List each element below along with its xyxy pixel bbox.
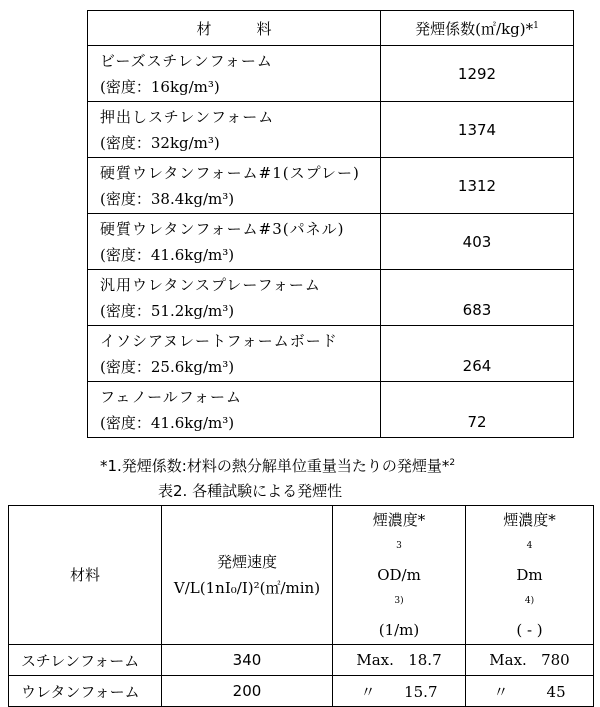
- smoke-coefficient-table: [87, 10, 574, 438]
- header-coefficient: [381, 11, 574, 46]
- od-cell: Max. 18.7: [333, 645, 466, 676]
- coefficient-value: 1292: [381, 46, 574, 102]
- material-cell: [88, 102, 381, 158]
- table-row: [88, 46, 574, 102]
- header-material: 材 料: [88, 11, 381, 46]
- header-dm-line2: [467, 562, 592, 643]
- material-cell: [88, 382, 381, 438]
- header-od-line2-tail: (1/m): [378, 621, 420, 639]
- table-header-row: [88, 11, 574, 46]
- header-dm-line2-sup: 4): [524, 596, 535, 606]
- material-name: ビーズスチレンフォーム: [100, 51, 273, 70]
- material-density: (密度：32kg/m³): [100, 133, 220, 152]
- material-cell: [88, 270, 381, 326]
- smoke-test-table: [8, 505, 594, 707]
- material-name: 硬質ウレタンフォーム#1(スプレー): [100, 163, 360, 182]
- coefficient-value: 1312: [381, 158, 574, 214]
- material-density: (密度：41.6kg/m³): [100, 413, 235, 432]
- table-row: [88, 382, 574, 438]
- table-row: [88, 214, 574, 270]
- footnote-text: *1.発煙係数:材料の熱分解単位重量当たりの発煙量*: [100, 457, 450, 475]
- header-od-line2: [334, 562, 464, 643]
- table-row: [88, 326, 574, 382]
- header-smoke-rate-line2: V/L(1nI₀/I)²(㎡/min): [173, 579, 321, 597]
- dm-cell: 〃 45: [466, 676, 594, 707]
- table-row: [9, 645, 594, 676]
- table-body: [88, 46, 574, 438]
- material-name: 押出しスチレンフォーム: [100, 107, 275, 126]
- material-cell: ウレタンフォーム: [9, 676, 162, 707]
- table-body: [9, 645, 594, 707]
- material-name: 汎用ウレタンスプレーフォーム: [100, 275, 321, 294]
- od-cell: 〃 15.7: [333, 676, 466, 707]
- table-row: [88, 270, 574, 326]
- header-smoke-rate: [162, 506, 333, 645]
- material-density: (密度：51.2kg/m³): [100, 301, 235, 320]
- header-coefficient-sup: 1: [533, 20, 539, 31]
- footnote-sup: 2: [449, 458, 456, 468]
- material-density: (密度：41.6kg/m³): [100, 245, 235, 264]
- table-row: [9, 676, 594, 707]
- table-header-row: [9, 506, 594, 645]
- header-dm: [466, 506, 594, 645]
- material-density: (密度：16kg/m³): [100, 77, 220, 96]
- header-od: [333, 506, 466, 645]
- header-coefficient-label: 発煙係数(㎡/kg)*: [415, 19, 534, 38]
- material-cell: [88, 158, 381, 214]
- header-od-line2-sup: 3): [394, 596, 404, 606]
- header-od-line1-sup: 3: [396, 541, 402, 551]
- header-smoke-rate-line1: 発煙速度: [216, 553, 277, 571]
- dm-cell: Max. 780: [466, 645, 594, 676]
- header-dm-line2-tail: ( - ): [516, 621, 543, 639]
- smoke-rate-cell: 200: [162, 676, 333, 707]
- material-cell: [88, 326, 381, 382]
- material-name: イソシアヌレートフォームボード: [100, 331, 338, 350]
- table-row: [88, 158, 574, 214]
- header-dm-line1-text: 煙濃度*: [503, 511, 556, 529]
- coefficient-value: 683: [381, 270, 574, 326]
- coefficient-value: 264: [381, 326, 574, 382]
- material-cell: [88, 46, 381, 102]
- smoke-rate-cell: 340: [162, 645, 333, 676]
- header-dm-line1-sup: 4: [526, 541, 533, 551]
- coefficient-value: 1374: [381, 102, 574, 158]
- material-name: フェノールフォーム: [100, 387, 243, 406]
- table-row: [88, 102, 574, 158]
- header-dm-line2-text: Dm: [516, 566, 543, 584]
- material-name: 硬質ウレタンフォーム#3(パネル): [100, 219, 345, 238]
- coefficient-value: 403: [381, 214, 574, 270]
- header-od-line2-text: OD/m: [377, 566, 421, 584]
- coefficient-value: 72: [381, 382, 574, 438]
- header-od-line1-text: 煙濃度*: [372, 511, 426, 529]
- header-od-line1: [334, 507, 464, 562]
- material-density: (密度：38.4kg/m³): [100, 189, 235, 208]
- material-cell: スチレンフォーム: [9, 645, 162, 676]
- header-dm-line1: [467, 507, 592, 562]
- material-cell: [88, 214, 381, 270]
- footnote: [100, 455, 455, 476]
- material-density: (密度：25.6kg/m³): [100, 357, 235, 376]
- table2-title: 表2. 各種試験による発煙性: [158, 482, 343, 500]
- header-material: 材料: [9, 506, 162, 645]
